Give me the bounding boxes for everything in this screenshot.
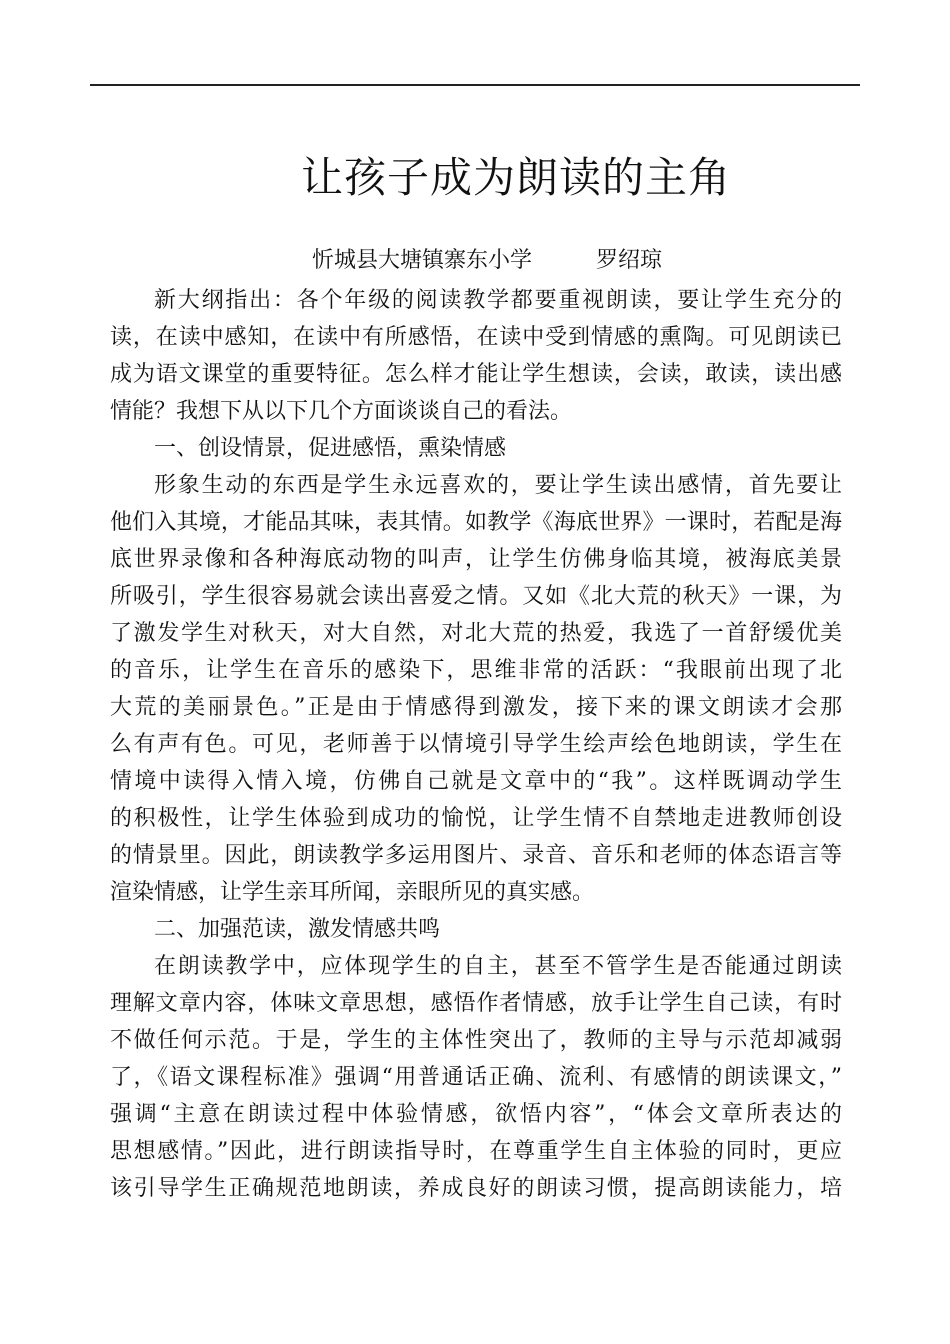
text-line: 成为语文课堂的重要特征。怎么样才能让学生想读，会读，敢读，读出感 bbox=[110, 362, 842, 387]
text-line: 不做任何示范。于是，学生的主体性突出了，教师的主导与示范却减弱 bbox=[110, 1028, 842, 1053]
author-line bbox=[312, 246, 662, 276]
text-line: 在朗读教学中，应体现学生的自主，甚至不管学生是否能通过朗读 bbox=[154, 954, 842, 979]
article-body bbox=[110, 282, 842, 1207]
text-line: 所吸引，学生很容易就会读出喜爱之情。又如《北大荒的秋天》一课，为 bbox=[110, 584, 842, 609]
text-line: 渲染情感，让学生亲耳所闻，亲眼所见的真实感。 bbox=[110, 880, 595, 905]
text-line: 的情景里。因此，朗读教学多运用图片、录音、音乐和老师的体态语言等 bbox=[110, 843, 842, 868]
author-name: 罗绍琼 bbox=[596, 248, 663, 273]
section-heading: 一、创设情景，促进感悟，熏染情感 bbox=[154, 436, 507, 461]
text-line: 的积极性，让学生体验到成功的愉悦，让学生情不自禁地走进教师创设 bbox=[110, 806, 842, 831]
text-line: 底世界录像和各种海底动物的叫声，让学生仿佛身临其境，被海底美景 bbox=[110, 547, 842, 572]
text-line: 读，在读中感知，在读中有所感悟，在读中受到情感的熏陶。可见朗读已 bbox=[110, 325, 842, 350]
text-line: 思想感情。”因此，进行朗读指导时，在尊重学生自主体验的同时，更应 bbox=[110, 1139, 842, 1164]
text-line: 理解文章内容，体味文章思想，感悟作者情感，放手让学生自己读，有时 bbox=[110, 991, 842, 1016]
author-school: 忻城县大塘镇寨东小学 bbox=[312, 248, 533, 273]
text-line: 了，《语文课程标准》强调“用普通话正确、流利、有感情的朗读课文，” bbox=[110, 1065, 842, 1090]
text-line: 形象生动的东西是学生永远喜欢的，要让学生读出感情，首先要让 bbox=[154, 473, 842, 498]
text-line: 大荒的美丽景色。”正是由于情感得到激发，接下来的课文朗读才会那 bbox=[110, 695, 842, 720]
text-line: 了激发学生对秋天，对大自然，对北大荒的热爱，我选了一首舒缓优美 bbox=[110, 621, 842, 646]
section-heading: 二、加强范读，激发情感共鸣 bbox=[154, 917, 441, 942]
header-rule bbox=[90, 84, 860, 86]
document-title: 让孩子成为朗读的主角 bbox=[300, 153, 731, 202]
text-line: 情境中读得入情入境，仿佛自己就是文章中的“我”。这样既调动学生 bbox=[110, 769, 842, 794]
text-line: 该引导学生正确规范地朗读，养成良好的朗读习惯，提高朗读能力，培 bbox=[110, 1176, 842, 1201]
text-line: 情能？我想下从以下几个方面谈谈自己的看法。 bbox=[110, 399, 573, 424]
text-line: 他们入其境，才能品其味，表其情。如教学《海底世界》一课时，若配是海 bbox=[110, 510, 842, 535]
text-line: 强调“主意在朗读过程中体验情感，欲悟内容”，“体会文章所表达的 bbox=[110, 1102, 842, 1127]
text-line: 么有声有色。可见，老师善于以情境引导学生绘声绘色地朗读，学生在 bbox=[110, 732, 842, 757]
text-line: 的音乐，让学生在音乐的感染下，思维非常的活跃：“我眼前出现了北 bbox=[110, 658, 842, 683]
text-line: 新大纲指出：各个年级的阅读教学都要重视朗读，要让学生充分的 bbox=[154, 288, 842, 313]
